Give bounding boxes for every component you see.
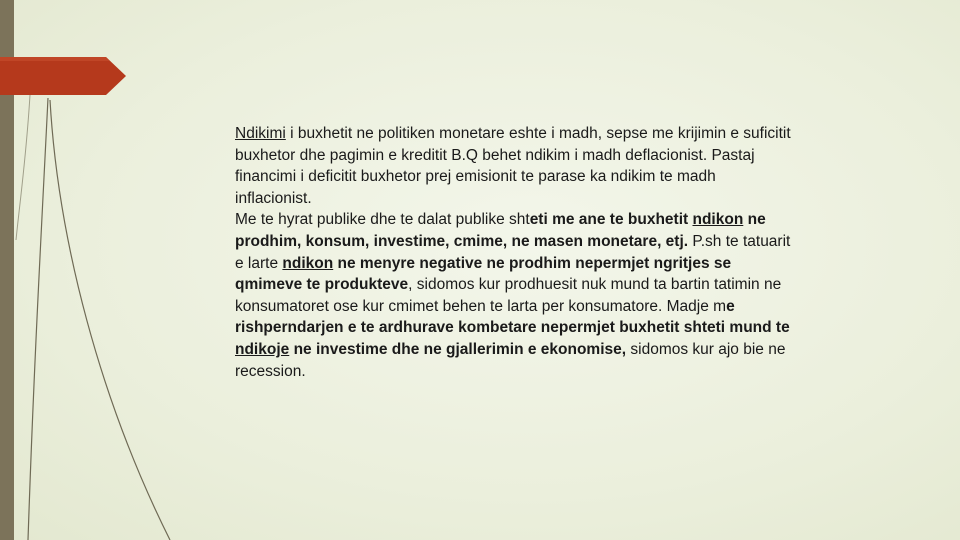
underlined-term: ndikoje [235, 340, 290, 358]
text-run: P.sh te tatuarit e larte [235, 232, 791, 272]
red-arrow-tab-icon [0, 55, 126, 97]
body-text [235, 123, 795, 382]
bold-text-run: ne prodhim, konsum, investime, cmime, ne masen monetare, etj. [235, 211, 766, 250]
underlined-term: ndikon [282, 254, 334, 272]
text-run: i buxhetit ne politiken monetare eshte i madh [285, 125, 598, 142]
bold-text-run: ne investime dhe ne gjallerimin e ekonomise, [289, 340, 627, 358]
paragraph-budget-monetary-policy [235, 123, 795, 209]
bold-text-run: e rishperndarjen e te ardhurave kombetare nepermjet buxhetit shteti mund te [235, 297, 790, 337]
underlined-term: ndikon [692, 211, 744, 229]
bold-text-run: eti me ane te buxhetit [529, 211, 693, 229]
bold-text-run: ne menyre negative ne prodhim nepermjet ngritjes se qmimeve te produkteve [235, 254, 732, 294]
underlined-term: Ndikimi [235, 125, 286, 142]
text-run: , sidomos kur prodhuesit nuk mund ta bartin tatimin ne konsumatoret ose kur cmimet behen te larta per konsumatore. Madje m [235, 276, 782, 315]
text-run: , sepse me krijimin e suficitit buxhetor dhe pagimin e kreditit B.Q behet ndikim i madh deflacionist. Pastaj financimi i deficitit buxhetor prej emisionit te parase ka ndikim te madh inflacionist. [235, 125, 791, 207]
paragraph-public-revenue-effects [235, 209, 795, 382]
text-run: sidomos kur ajo bie ne recession. [235, 340, 786, 380]
text-run: Me te hyrat publike dhe te dalat publike sht [235, 211, 530, 229]
